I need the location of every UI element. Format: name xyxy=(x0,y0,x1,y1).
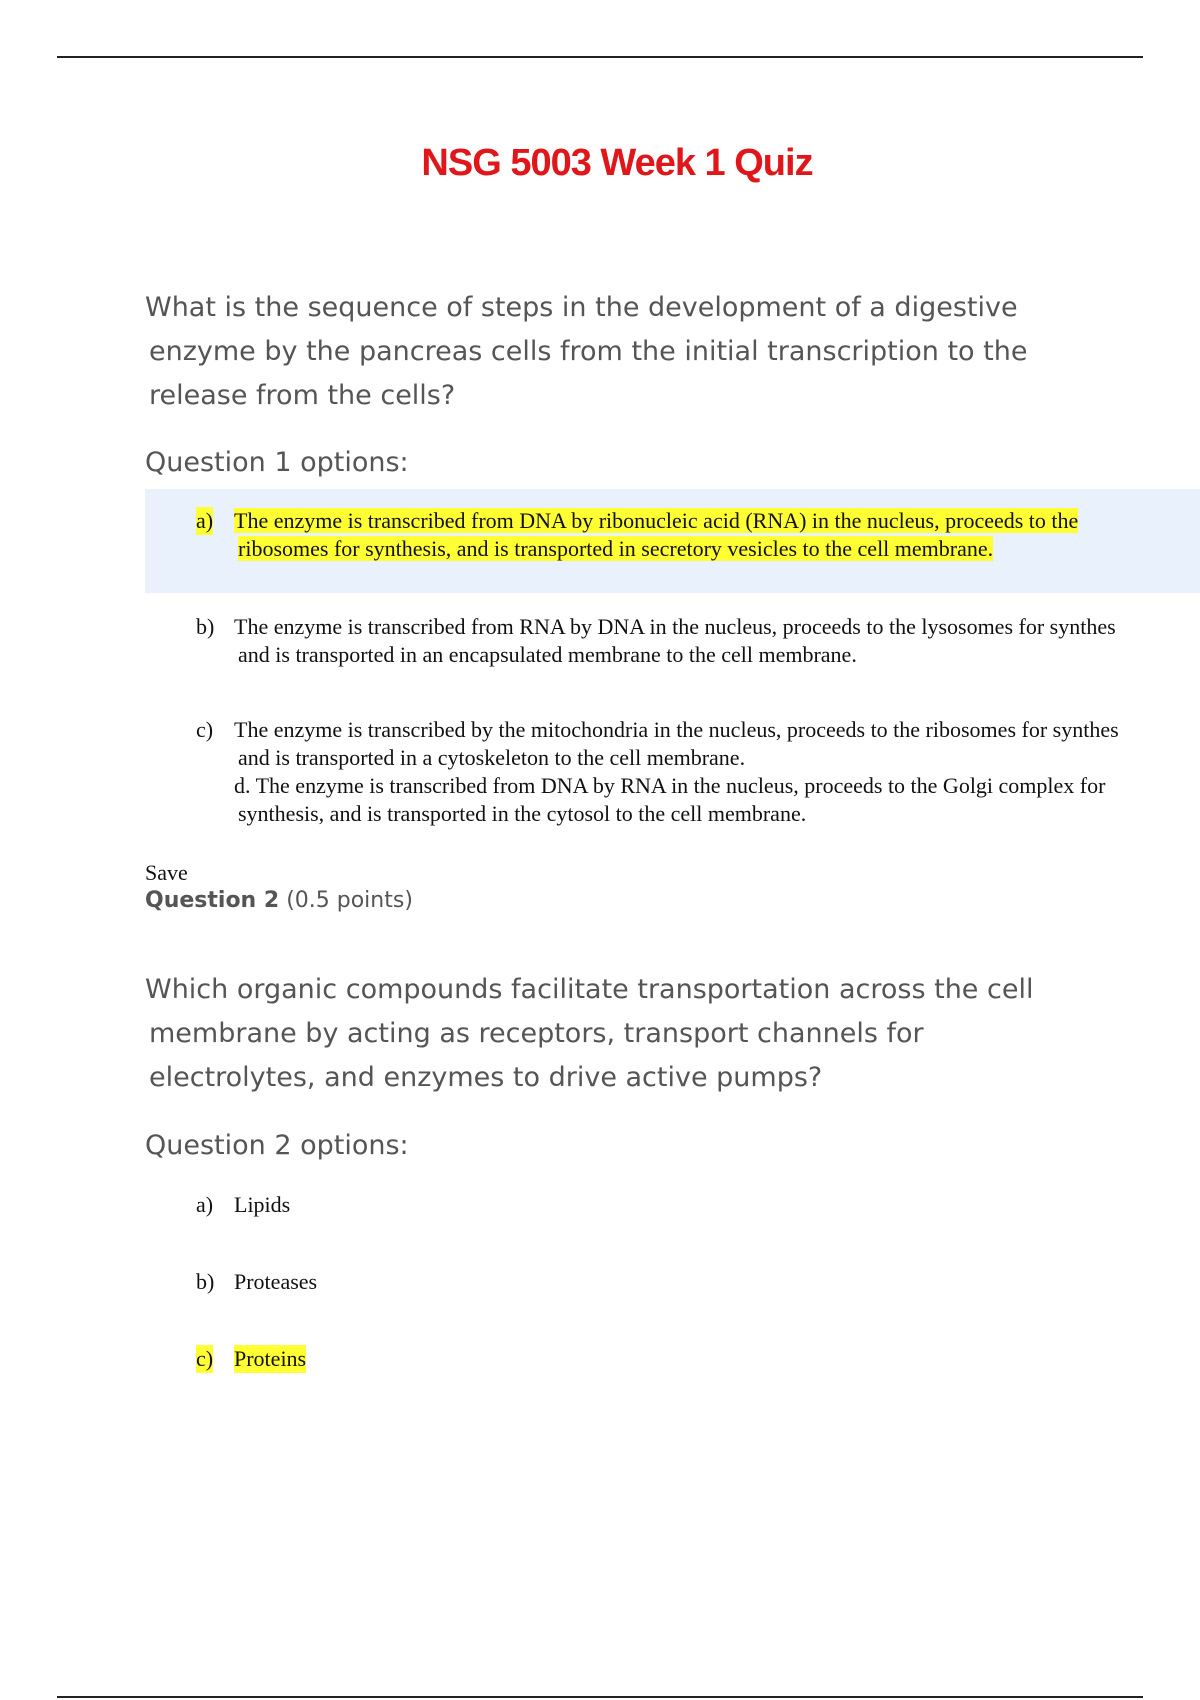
option-text xyxy=(234,613,1116,669)
option-letter: a) xyxy=(196,508,214,533)
question-2-points: (0.5 points) xyxy=(286,888,413,913)
question-1-text-line: What is the sequence of steps in the development of a digestive xyxy=(145,292,1018,323)
document-title: NSG 5003 Week 1 Quiz xyxy=(421,142,813,184)
option-text-line: and is transported in an encapsulated membrane to the cell membrane. xyxy=(238,642,857,667)
question-1-text-line: enzyme by the pancreas cells from the initial transcription to the xyxy=(149,336,1028,367)
question-2-text xyxy=(145,968,1145,1100)
option-text: Proteins xyxy=(234,1346,307,1371)
option-letter: b) xyxy=(196,1269,215,1294)
question-2-options-heading: Question 2 options: xyxy=(145,1130,409,1161)
option-text-line: The enzyme is transcribed from DNA by ribonucleic acid (RNA) in the nucleus, proceeds to the xyxy=(234,508,1079,533)
option-text: Lipids xyxy=(234,1192,291,1217)
question-1-text-line: release from the cells? xyxy=(149,380,456,411)
option-text-line: The enzyme is transcribed from RNA by DNA in the nucleus, proceeds to the lysosomes for synthes xyxy=(234,614,1116,639)
option-letter: b) xyxy=(196,614,215,639)
question-2-text-line: electrolytes, and enzymes to drive active pumps? xyxy=(149,1062,823,1093)
option-text-line: d. The enzyme is transcribed from DNA by RNA in the nucleus, proceeds to the Golgi complex for xyxy=(234,773,1106,798)
option-letter: c) xyxy=(196,717,214,742)
question-2-label: Question 2 xyxy=(145,888,280,913)
option-text-line: ribosomes for synthesis, and is transported in secretory vesicles to the cell membrane. xyxy=(238,536,994,561)
option-text xyxy=(234,716,1119,828)
question-1-options-heading: Question 1 options: xyxy=(145,447,409,478)
option-text xyxy=(234,507,1078,563)
question-1-text xyxy=(145,286,1145,418)
question-2-heading xyxy=(145,888,413,913)
option-letter: c) xyxy=(196,1346,214,1371)
option-text: Proteases xyxy=(234,1269,318,1294)
question-2-text-line: membrane by acting as receptors, transport channels for xyxy=(149,1018,924,1049)
option-text-line: The enzyme is transcribed by the mitochondria in the nucleus, proceeds to the ribosomes for synthes xyxy=(234,717,1119,742)
bottom-rule xyxy=(57,1696,1143,1698)
option-text-line: synthesis, and is transported in the cytosol to the cell membrane. xyxy=(238,801,807,826)
save-label: Save xyxy=(145,860,188,885)
top-rule xyxy=(57,56,1143,58)
option-letter: a) xyxy=(196,1192,214,1217)
question-2-text-line: Which organic compounds facilitate transportation across the cell xyxy=(145,974,1034,1005)
option-text-line: and is transported in a cytoskeleton to the cell membrane. xyxy=(238,745,746,770)
